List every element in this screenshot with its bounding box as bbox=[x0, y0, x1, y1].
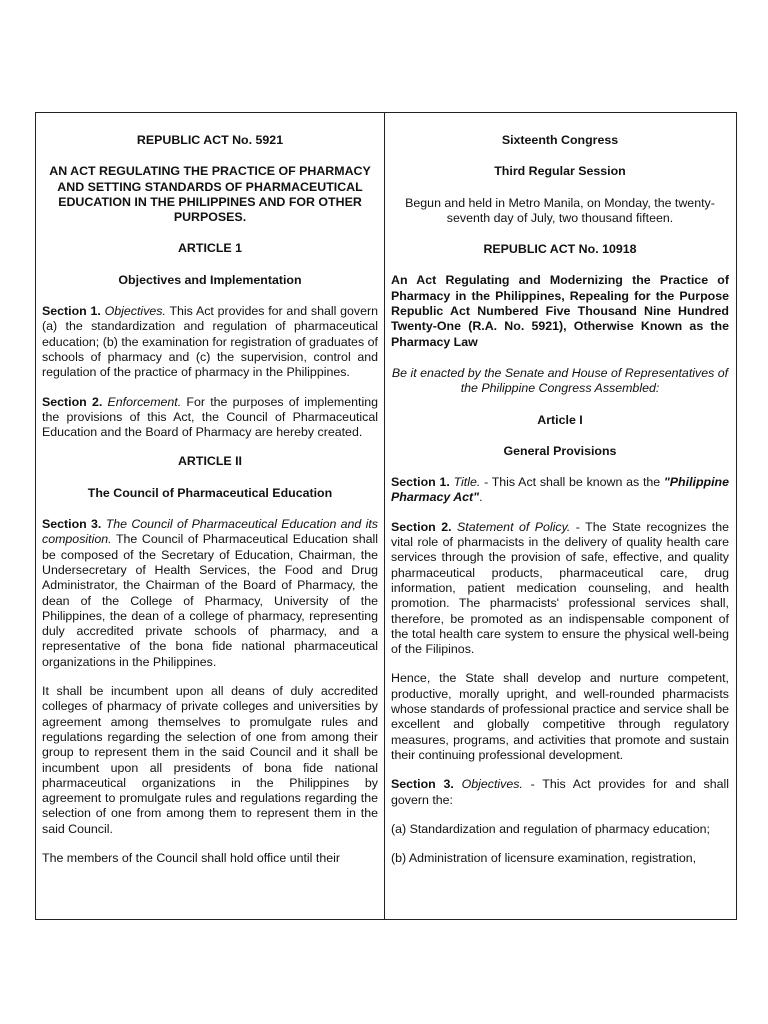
left-column-ra5921 bbox=[36, 113, 385, 919]
left-article-2-title: The Council of Pharmaceutical Education bbox=[87, 485, 333, 500]
section-label: Section 2. bbox=[42, 394, 103, 409]
left-section-1 bbox=[42, 304, 378, 380]
right-column-ra10918 bbox=[385, 113, 736, 919]
section-label: Section 2. bbox=[391, 519, 452, 534]
section-text: - This Act provides for and shall govern the: bbox=[391, 777, 730, 807]
right-session: Third Regular Session bbox=[494, 164, 626, 179]
section-text: The Council of Pharmaceutical Education shall be composed of the Secretary of Education, Chairman, the Undersecretary of Health Services, the Food and Drug Administrator, the Chairman of the Board of Pharmacy, the dean of the College of Pharmacy, University of the Philippines, the dean of a college of pharmacy, representing duly accredited private schools of pharmacy, and a representative of the bona fide national pharmaceutical organizations in the Philippines. bbox=[42, 532, 378, 669]
section-heading: Objectives. bbox=[461, 777, 523, 792]
right-act-title: REPUBLIC ACT No. 10918 bbox=[483, 242, 637, 257]
right-article-1-title: General Provisions bbox=[503, 443, 617, 458]
section-end: . bbox=[479, 490, 483, 505]
right-begun: Begun and held in Metro Manila, on Monday, the twenty-seventh day of July, two thousand fifteen. bbox=[405, 195, 715, 225]
section-heading: Statement of Policy. bbox=[457, 519, 571, 534]
section-text: - The State recognizes the vital role of pharmacists in the delivery of quality health care services through the provision of safe, effective, and quality pharmaceutical products, pharmaceutical care, drug information, patient medication counseling, and health promotion. The pharmacists' professional services shall, therefore, be promoted as an indispensable component of the total health care system to ensure the physical well-being of the Filipinos. bbox=[391, 519, 729, 657]
left-section-2 bbox=[42, 395, 378, 441]
left-act-description: AN ACT REGULATING THE PRACTICE OF PHARMACY AND SETTING STANDARDS OF PHARMACEUTICAL EDUCATION IN THE PHILIPPINES AND FOR OTHER PURPOSES. bbox=[49, 164, 371, 225]
left-section-3 bbox=[42, 517, 378, 670]
section-heading: The Council of Pharmaceutical Education and its composition. bbox=[42, 517, 379, 547]
comparison-table bbox=[35, 112, 737, 920]
left-article-1-title: Objectives and Implementation bbox=[118, 272, 302, 287]
left-paragraph-incumbent: It shall be incumbent upon all deans of duly accredited colleges of pharmacy of private colleges and universities by agreement among themselves to promulgate rules and regulations regarding the selection of one from among their group to represent them in the said Council and it shall be incumbent upon all presidents of bona fide national pharmaceutical organizations in the Philippines by agreement to promulgate rules and regulations regarding the selection of one from among them to represent them in the said Council. bbox=[42, 684, 378, 836]
right-enacting-clause: Be it enacted by the Senate and House of Representatives of the Philippine Congress Assembled: bbox=[391, 365, 729, 396]
section-text: For the purposes of implementing the provisions of this Act, the Council of Pharmaceutical Education and the Board of Pharmacy are hereby created. bbox=[42, 394, 379, 440]
section-text: - This Act shall be known as the bbox=[480, 475, 664, 490]
right-act-description: An Act Regulating and Modernizing the Practice of Pharmacy in the Philippines, Repealing for the Purpose Republic Act Numbered Five Thousand Nine Hundred Twenty-One (R.A. No. 5921), Otherwise Known as the Pharmacy Law bbox=[391, 273, 729, 349]
left-act-title: REPUBLIC ACT No. 5921 bbox=[136, 133, 284, 147]
section-label: Section 3. bbox=[391, 777, 454, 792]
left-article-2: ARTICLE II bbox=[177, 454, 243, 469]
section-label: Section 1. bbox=[391, 475, 450, 490]
right-section-2 bbox=[391, 520, 729, 658]
right-paragraph-hence: Hence, the State shall develop and nurture competent, productive, morally upright, and well-rounded pharmacists whose standards of professional practice and service shall be excellent and globally competitive through regulatory measures, programs, and activities that promote and sustain their continuing professional development. bbox=[391, 671, 729, 762]
section-heading: Objectives. bbox=[104, 304, 166, 319]
left-paragraph-members: The members of the Council shall hold office until their bbox=[42, 850, 340, 865]
right-section-1 bbox=[391, 475, 729, 506]
section-label: Section 1. bbox=[42, 304, 101, 319]
section-text: This Act provides for and shall govern (a) the standardization and regulation of pharmaceutical education; (b) the examination for registration of graduates of schools of pharmacy and (c) the supervision, control and regulation of the practice of pharmacy in the Philippines. bbox=[42, 304, 379, 380]
right-item-b: (b) Administration of licensure examination, registration, bbox=[391, 851, 697, 866]
right-section-3 bbox=[391, 777, 729, 808]
section-heading: Title. bbox=[453, 475, 481, 490]
section-label: Section 3. bbox=[42, 517, 102, 532]
right-congress: Sixteenth Congress bbox=[501, 133, 619, 147]
right-article-1: Article I bbox=[537, 412, 583, 427]
left-article-1: ARTICLE 1 bbox=[177, 241, 243, 256]
section-heading: Enforcement. bbox=[107, 394, 182, 409]
right-item-a: (a) Standardization and regulation of pharmacy education; bbox=[391, 821, 710, 836]
act-short-title: "Philippine Pharmacy Act" bbox=[391, 475, 729, 505]
